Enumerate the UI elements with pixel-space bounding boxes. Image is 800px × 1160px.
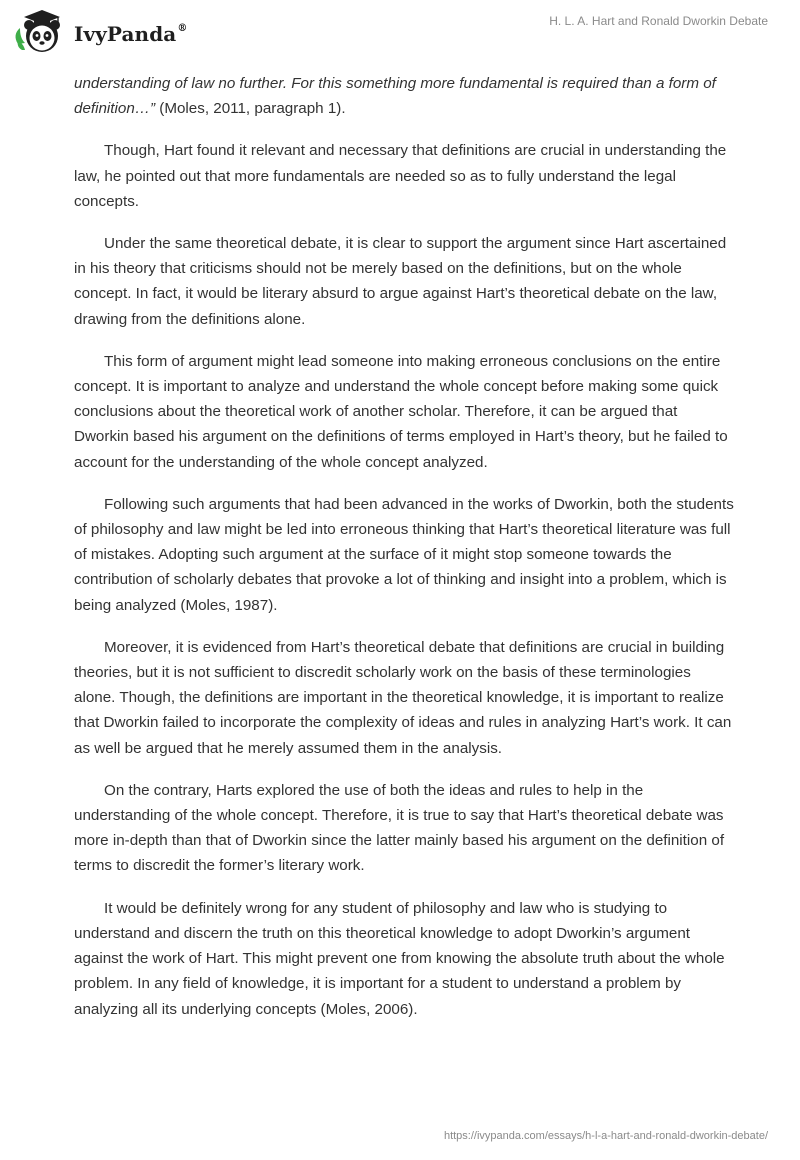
paragraph: It would be definitely wrong for any student of philosophy and law who is studying to understand and discern the truth on this theoretical knowledge to adopt Dworkin’s argument against the work of Hart. This might prevent one from knowing the absolute truth about the whole problem. In any field of knowledge, it is important for a student to understand a problem by analyzing all its underlying concepts (Moles, 2006). xyxy=(74,899,725,1018)
paragraph: Moreover, it is evidenced from Hart’s theoretical debate that definitions are crucial in building theories, but it is not sufficient to discredit scholarly work on the basis of these terminologies alone. Though, the definitions are important in the theoretical knowledge, it is important to realize that Dworkin failed to incorporate the complexity of ideas and rules in analyzing Hart’s work. It can as well be argued that he merely assumed them in the analysis. xyxy=(74,638,732,757)
paragraph: On the contrary, Harts explored the use of both the ideas and rules to help in the understanding of the whole concept. Therefore, it is true to say that Hart’s theoretical debate was more in-depth than that of Dworkin since the latter mainly based his argument on the definition of terms to discredit the former’s literary work. xyxy=(74,781,725,875)
paragraph: Under the same theoretical debate, it is clear to support the argument since Hart ascertained in his theory that criticisms should not be merely based on the definitions, but on the whole concept. In fact, it would be literary absurd to argue against Hart’s theoretical debate on the law, drawing from the definitions alone. xyxy=(74,235,727,328)
lead-paragraph xyxy=(74,71,734,121)
paragraph: This form of argument might lead someone into making erroneous conclusions on the entire concept. It is important to analyze and understand the whole concept before making some quick conclusions about the theoretical work of another scholar. Therefore, it can be argued that Dworkin based his argument on the definitions of terms employed in Hart’s theory, but he failed to account for the understanding of the whole concept analyzed. xyxy=(74,352,728,471)
panda-logo-icon xyxy=(12,8,70,56)
source-url[interactable]: https://ivypanda.com/essays/h-l-a-hart-and-ronald-dworkin-debate/ xyxy=(443,1130,768,1142)
document-title: H. L. A. Hart and Ronald Dworkin Debate xyxy=(549,14,768,28)
page-header xyxy=(0,0,800,66)
quote-citation: (Moles, 2011, paragraph 1). xyxy=(155,100,346,118)
paragraph: Following such arguments that had been advanced in the works of Dworkin, both the students of philosophy and law might be led into erroneous thinking that Hart’s theoretical literature was full of mistakes. Adopting such argument at the surface of it might stop someone towards the contribution of scholarly debates that provoke a lot of thinking and insight into a problem, which is being analyzed (Moles, 1987). xyxy=(74,495,734,614)
ivypanda-logo[interactable] xyxy=(12,8,187,56)
essay-body xyxy=(74,71,734,1039)
paragraph: Though, Hart found it relevant and necessary that definitions are crucial in understanding the law, he pointed out that more fundamentals are needed so as to fully understand the legal concepts. xyxy=(74,142,727,210)
brand-name: IvyPanda® xyxy=(74,22,188,46)
quote-text: understanding of law no further. For this something more fundamental is required than a form of definition…” xyxy=(74,75,716,118)
